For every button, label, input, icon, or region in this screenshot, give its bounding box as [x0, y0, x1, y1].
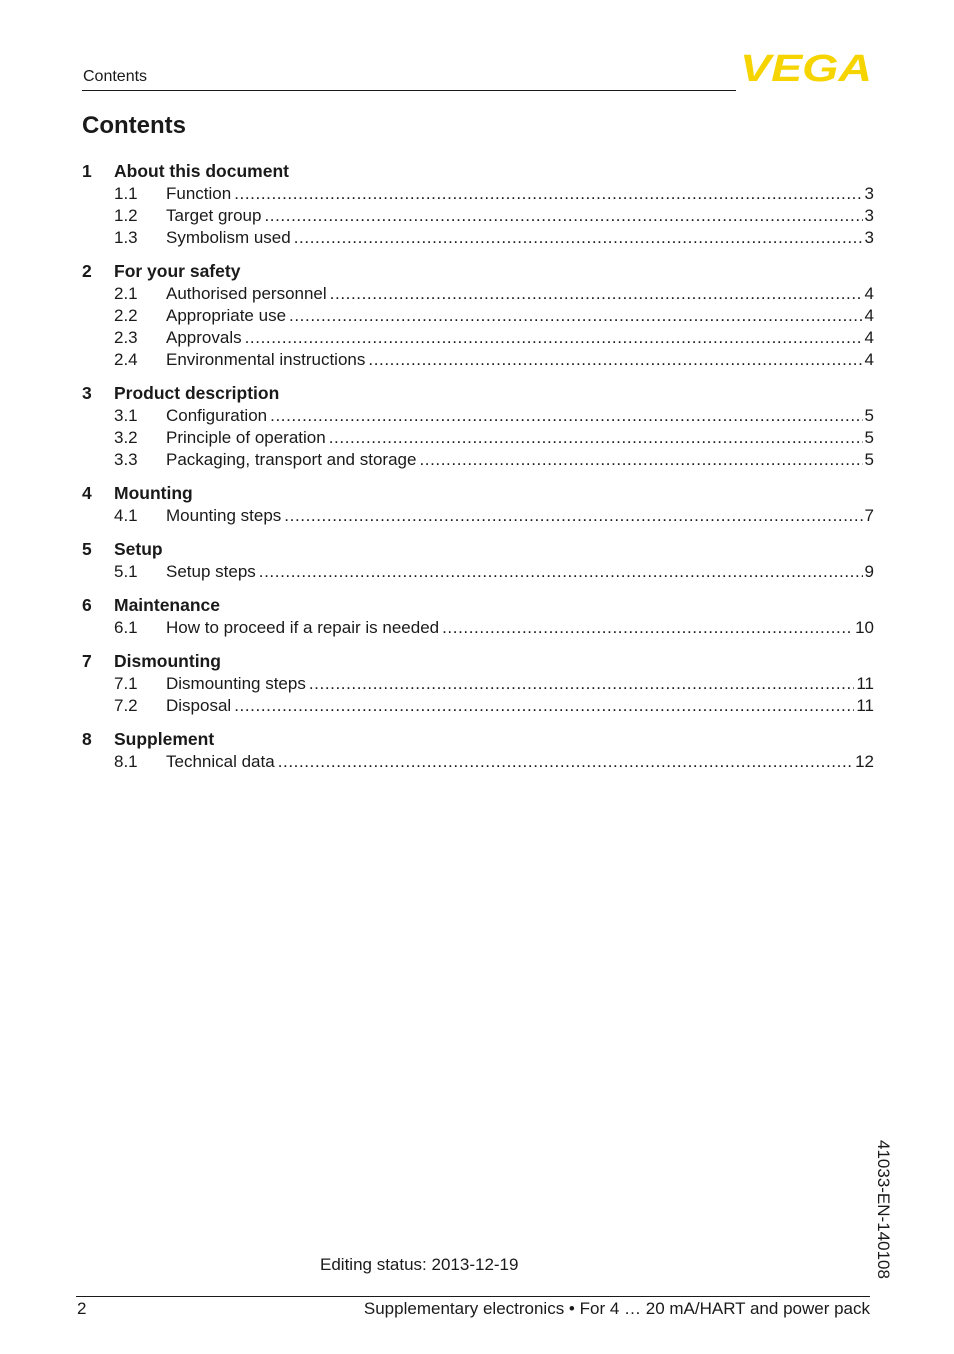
- entry-page-number: 5: [864, 428, 874, 447]
- entry-number: 3.2: [114, 428, 138, 447]
- entry-page-number: 5: [864, 406, 874, 425]
- dot-leader: [264, 206, 862, 226]
- section-title: Dismounting: [114, 650, 221, 671]
- toc-section-heading[interactable]: [82, 481, 874, 505]
- entry-title: Authorised personnel: [166, 284, 327, 303]
- section-number: 6: [82, 594, 92, 615]
- entry-number: 2.4: [114, 350, 138, 369]
- toc-entry[interactable]: [82, 405, 874, 427]
- dot-leader: [245, 328, 863, 348]
- dot-leader: [294, 228, 863, 248]
- dot-leader: [329, 428, 863, 448]
- entry-title: Setup steps: [166, 562, 256, 581]
- toc-entry[interactable]: [82, 751, 874, 773]
- toc-section: [82, 381, 874, 471]
- toc-entry[interactable]: [82, 673, 874, 695]
- entry-page-number: 4: [864, 284, 874, 303]
- entry-number: 4.1: [114, 506, 138, 525]
- entry-page-number: 4: [864, 350, 874, 369]
- section-number: 3: [82, 382, 92, 403]
- toc-entry[interactable]: [82, 227, 874, 249]
- entry-title: Symbolism used: [166, 228, 291, 247]
- editing-status: Editing status: 2013-12-19: [320, 1255, 519, 1274]
- section-title: Mounting: [114, 482, 193, 503]
- entry-number: 1.1: [114, 184, 138, 203]
- toc-entry[interactable]: [82, 617, 874, 639]
- vega-logo: [740, 50, 874, 84]
- entry-page-number: 4: [864, 306, 874, 325]
- header-divider: [82, 90, 736, 91]
- header-label: Contents: [83, 68, 148, 85]
- toc-entry[interactable]: [82, 205, 874, 227]
- toc-section: [82, 481, 874, 527]
- toc-entry[interactable]: [82, 283, 874, 305]
- dot-leader: [289, 306, 863, 326]
- entry-title: Configuration: [166, 406, 268, 425]
- entry-title: Function: [166, 184, 232, 203]
- toc-section-heading[interactable]: [82, 649, 874, 673]
- section-number: 7: [82, 650, 92, 671]
- toc-entry[interactable]: [82, 695, 874, 717]
- entry-page-number: 11: [856, 696, 874, 715]
- entry-page-number: 5: [864, 450, 874, 469]
- toc-section: [82, 593, 874, 639]
- entry-number: 2.3: [114, 328, 138, 347]
- section-number: 2: [82, 260, 92, 281]
- entry-number: 2.1: [114, 284, 138, 303]
- entry-title: Environmental instructions: [166, 350, 366, 369]
- section-title: Supplement: [114, 728, 215, 749]
- footer-divider: [76, 1296, 870, 1297]
- toc-entry[interactable]: [82, 183, 874, 205]
- entry-number: 1.3: [114, 228, 138, 247]
- entry-page-number: 10: [855, 618, 874, 637]
- section-number: 5: [82, 538, 92, 559]
- entry-number: 2.2: [114, 306, 138, 325]
- entry-number: 3.1: [114, 406, 138, 425]
- entry-number: 8.1: [114, 752, 138, 771]
- page-title: Contents: [82, 112, 186, 139]
- entry-title: Packaging, transport and storage: [166, 450, 417, 469]
- toc-section-heading[interactable]: [82, 727, 874, 751]
- dot-leader: [259, 562, 863, 582]
- toc-entry[interactable]: [82, 349, 874, 371]
- entry-number: 1.2: [114, 206, 138, 225]
- dot-leader: [270, 406, 862, 426]
- entry-title: Appropriate use: [166, 306, 287, 325]
- section-title: For your safety: [114, 260, 241, 281]
- entry-title: Approvals: [166, 328, 242, 347]
- entry-page-number: 9: [864, 562, 874, 581]
- entry-page-number: 4: [864, 328, 874, 347]
- document-id: 41033-EN-140108: [874, 1140, 893, 1279]
- section-title: Maintenance: [114, 594, 220, 615]
- dot-leader: [419, 450, 862, 470]
- toc-section-heading[interactable]: [82, 593, 874, 617]
- toc-entry[interactable]: [82, 505, 874, 527]
- entry-number: 5.1: [114, 562, 138, 581]
- dot-leader: [284, 506, 862, 526]
- toc-section-heading[interactable]: [82, 259, 874, 283]
- section-title: About this document: [114, 160, 289, 181]
- entry-title: How to proceed if a repair is needed: [166, 618, 440, 637]
- entry-title: Technical data: [166, 752, 275, 771]
- page-number: 2: [77, 1299, 87, 1318]
- dot-leader: [368, 350, 862, 370]
- toc-entry[interactable]: [82, 427, 874, 449]
- section-number: 8: [82, 728, 92, 749]
- toc-entry[interactable]: [82, 305, 874, 327]
- dot-leader: [442, 618, 853, 638]
- toc-section-heading[interactable]: [82, 381, 874, 405]
- toc-section: [82, 537, 874, 583]
- entry-title: Principle of operation: [166, 428, 326, 447]
- entry-number: 7.2: [114, 696, 138, 715]
- toc-section: [82, 159, 874, 249]
- entry-page-number: 11: [856, 674, 874, 693]
- section-number: 1: [82, 160, 92, 181]
- section-title: Product description: [114, 382, 280, 403]
- toc-section: [82, 649, 874, 717]
- entry-title: Target group: [166, 206, 262, 225]
- entry-title: Dismounting steps: [166, 674, 306, 693]
- toc-section: [82, 259, 874, 371]
- dot-leader: [309, 674, 855, 694]
- footer-text: Supplementary electronics • For 4 … 20 mA/HART and power pack: [363, 1299, 870, 1318]
- toc-entry[interactable]: [82, 327, 874, 349]
- toc-entry[interactable]: [82, 449, 874, 471]
- entry-number: 3.3: [114, 450, 138, 469]
- dot-leader: [330, 284, 863, 304]
- table-of-contents: [82, 159, 874, 783]
- entry-title: Mounting steps: [166, 506, 282, 525]
- entry-page-number: 3: [864, 184, 874, 203]
- dot-leader: [234, 696, 854, 716]
- toc-section: [82, 727, 874, 773]
- section-title: Setup: [114, 538, 163, 559]
- entry-page-number: 3: [864, 228, 874, 247]
- entry-title: Disposal: [166, 696, 232, 715]
- dot-leader: [278, 752, 853, 772]
- toc-section-heading[interactable]: [82, 159, 874, 183]
- entry-number: 6.1: [114, 618, 138, 637]
- dot-leader: [234, 184, 862, 204]
- toc-entry[interactable]: [82, 561, 874, 583]
- entry-page-number: 12: [855, 752, 874, 771]
- entry-number: 7.1: [114, 674, 138, 693]
- svg-text:VEGA: VEGA: [740, 50, 872, 84]
- entry-page-number: 7: [864, 506, 874, 525]
- section-number: 4: [82, 482, 92, 503]
- toc-section-heading[interactable]: [82, 537, 874, 561]
- entry-page-number: 3: [864, 206, 874, 225]
